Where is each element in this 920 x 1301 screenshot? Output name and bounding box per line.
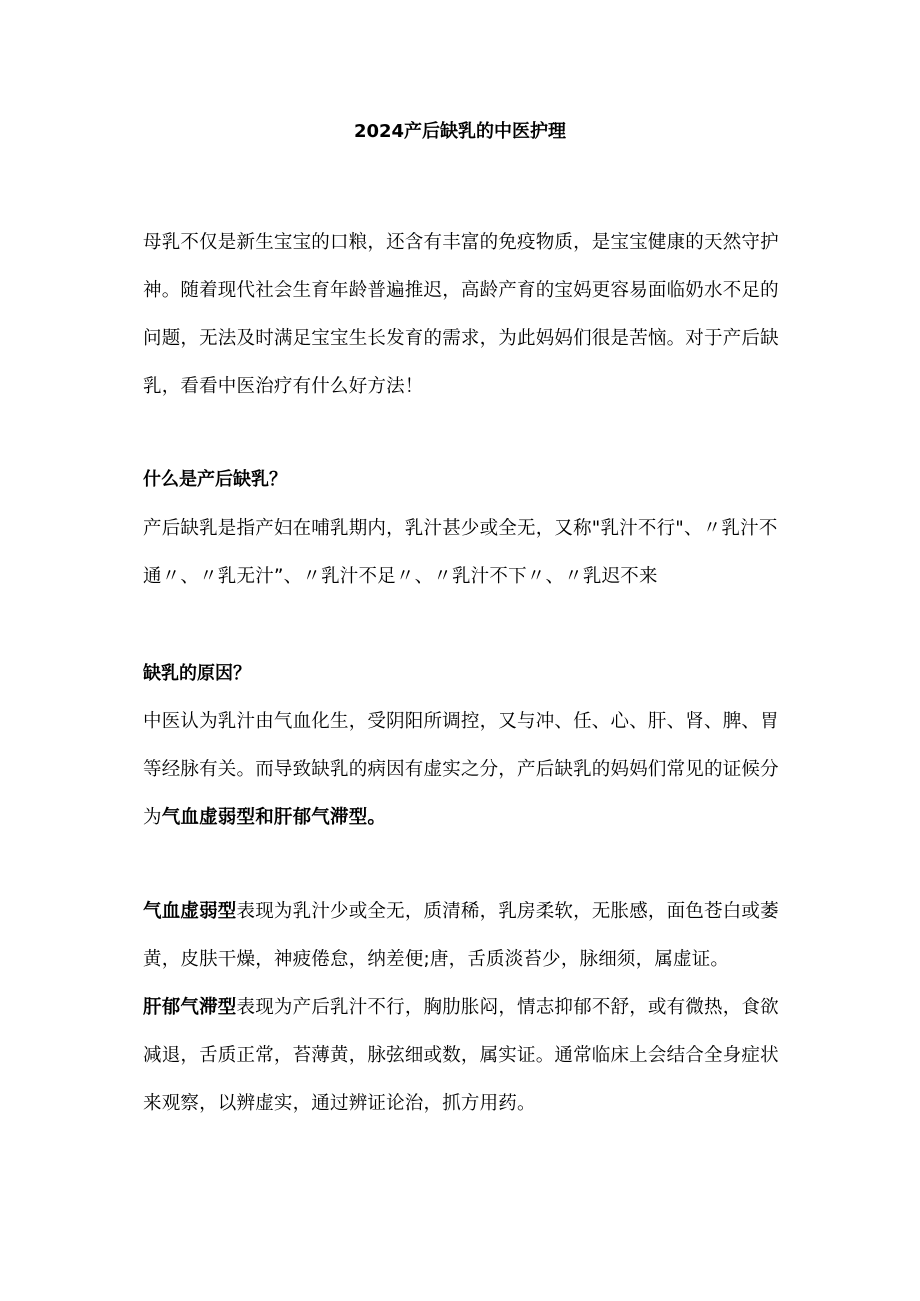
qixue-term: 气血虚弱型: [143, 901, 237, 922]
intro-line: 神。随着现代社会生育年龄普遍推迟，高龄产育的宝妈更容易面临奶水不足的: [143, 280, 779, 301]
intro-line: 问题，无法及时满足宝宝生长发育的需求，为此妈妈们很是苦恼。对于产后缺: [143, 328, 779, 349]
cause-paragraph: [143, 698, 783, 842]
cause-line: [143, 794, 783, 842]
section-heading-what-is: 什么是产后缺乳？: [143, 469, 287, 490]
cause-types-bold: 气血虚弱型和肝郁气滞型。: [161, 807, 387, 828]
intro-line: 母乳不仅是新生宝宝的口粮，还含有丰富的免疫物质，是宝宝健康的天然守护: [143, 232, 779, 253]
ganyu-line: 减退，舌质正常，苔薄黄，脉弦细或数，属实证。通常临床上会结合全身症状: [143, 1045, 779, 1066]
qixue-line: [143, 888, 783, 936]
ganyu-paragraph: [143, 984, 783, 1128]
intro-line: 乳，看看中医治疗有什么好方法！: [143, 376, 424, 397]
qixue-line: 黄，皮肤干燥，神疲倦怠，纳差便;唐，舌质淡苔少，脉细须，属虚证。: [143, 949, 730, 970]
ganyu-term: 肝郁气滞型: [143, 997, 237, 1018]
qixue-paragraph: [143, 888, 783, 984]
section-heading-cause: 缺乳的原因？: [143, 663, 251, 684]
what-is-paragraph: [143, 505, 783, 601]
cause-line-prefix: 为: [143, 807, 162, 828]
ganyu-description: 表现为产后乳汁不行，胸肋胀闷，情志抑郁不舒，或有微热，食欲: [236, 997, 779, 1018]
what-is-line: 产后缺乳是指产妇在哺乳期内，乳汁甚少或全无，又称"乳汁不行"、〃乳汁不: [143, 518, 778, 539]
cause-line: 等经脉有关。而导致缺乳的病因有虚实之分，产后缺乳的妈妈们常见的证候分: [143, 759, 779, 780]
ganyu-line: 来观察，以辨虚实，通过辨证论治，抓方用药。: [143, 1093, 536, 1114]
what-is-line: 通〃、〃乳无汁”、〃乳汁不足〃、〃乳汁不下〃、〃乳迟不来: [143, 566, 658, 587]
document-title: 2024产后缺乳的中医护理: [353, 121, 567, 142]
cause-line: 中医认为乳汁由气血化生，受阴阳所调控，又与冲、任、心、肝、肾、脾、胃: [143, 711, 779, 732]
qixue-description: 表现为乳汁少或全无，质清稀，乳房柔软，无胀感，面色苍白或萎: [236, 901, 779, 922]
intro-paragraph: [143, 219, 783, 411]
ganyu-line: [143, 984, 783, 1032]
